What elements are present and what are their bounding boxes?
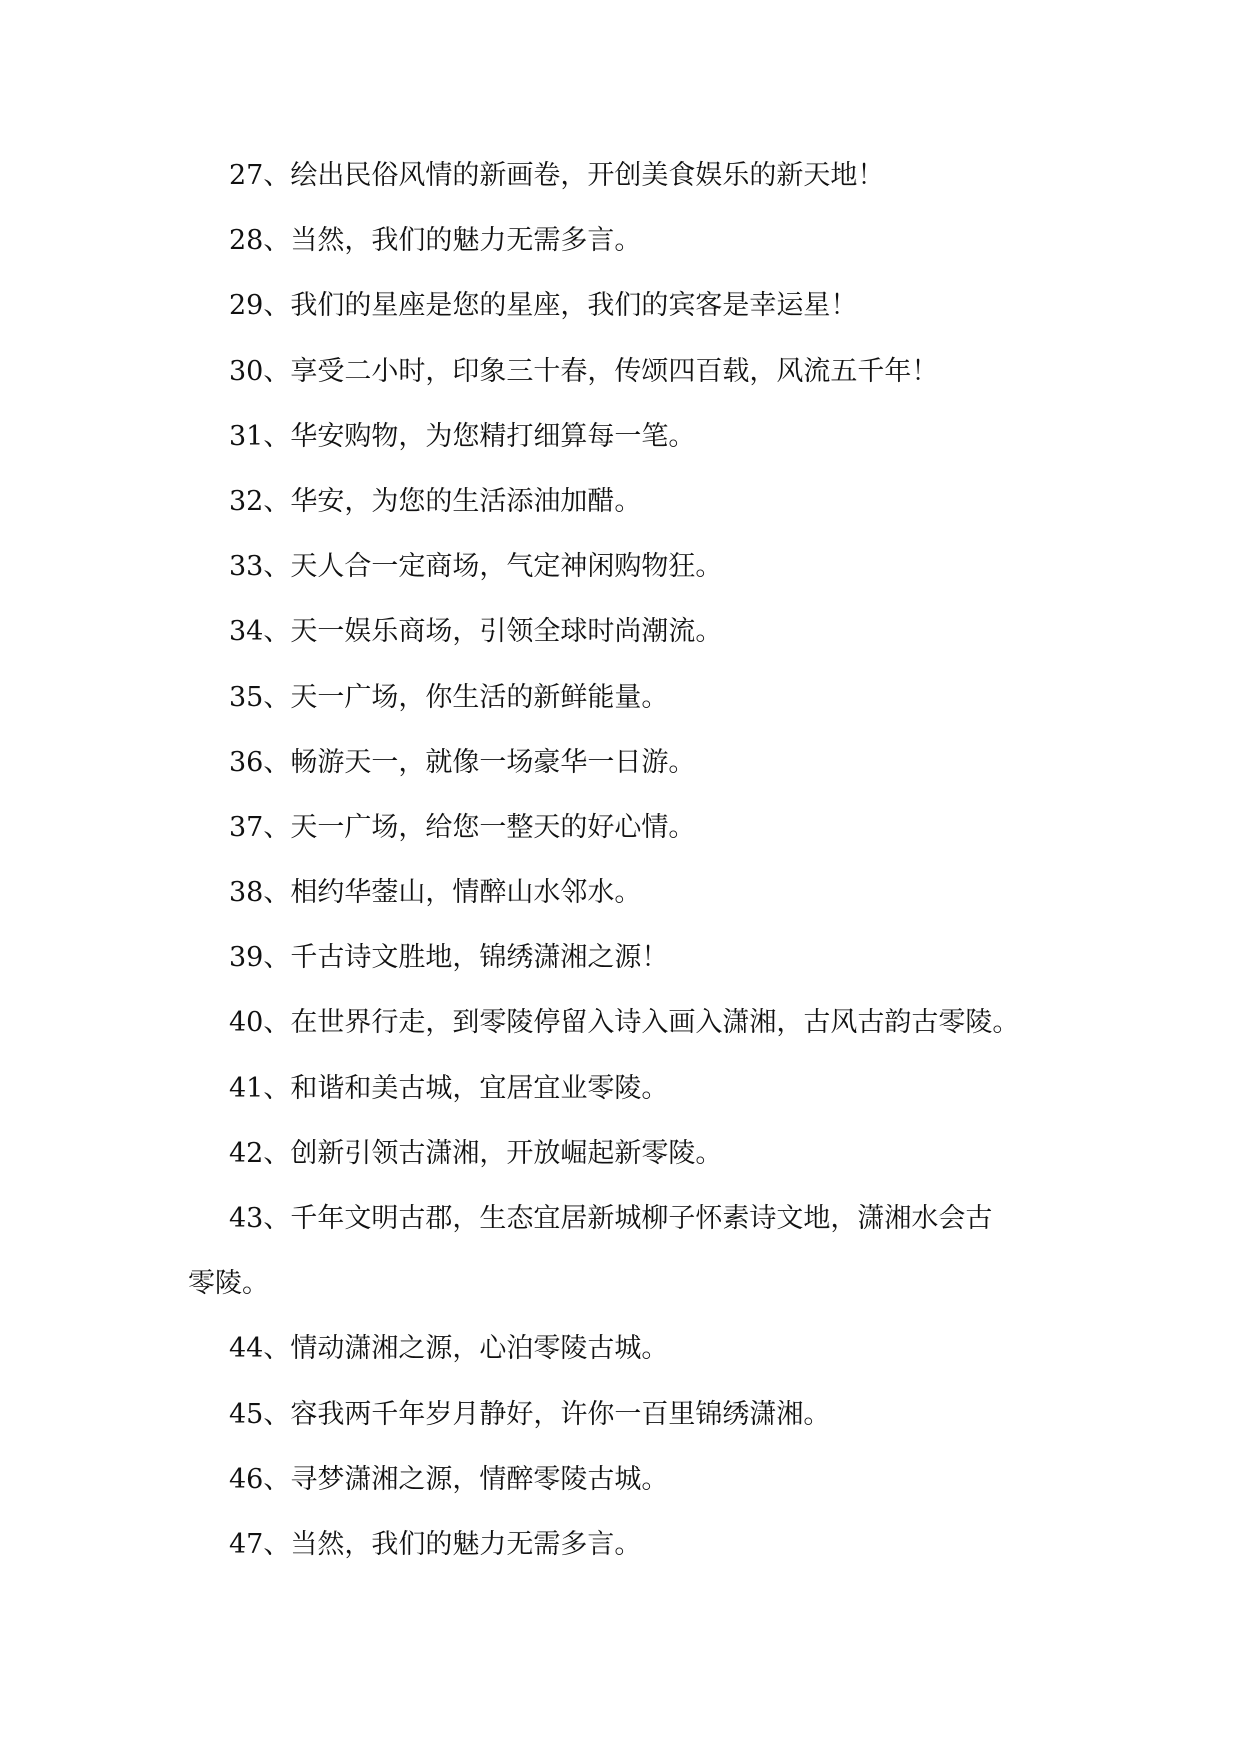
list-item-42: 42、创新引领古潇湘，开放崛起新零陵。 bbox=[229, 1137, 723, 1169]
list-item-29: 29、我们的星座是您的星座，我们的宾客是幸运星！ bbox=[229, 290, 858, 322]
list-item-27: 27、绘出民俗风情的新画卷，开创美食娱乐的新天地！ bbox=[229, 160, 885, 191]
document-body bbox=[188, 156, 1068, 1590]
list-item-39: 39、千古诗文胜地，锦绣潇湘之源！ bbox=[229, 942, 669, 974]
list-item-41: 41、和谐和美古城，宜居宜业零陵。 bbox=[229, 1072, 669, 1104]
list-item-43-continuation: 零陵。 bbox=[188, 1268, 269, 1300]
list-item-38: 38、相约华蓥山，情醉山水邻水。 bbox=[229, 877, 642, 909]
list-item-46: 46、寻梦潇湘之源，情醉零陵古城。 bbox=[229, 1463, 669, 1495]
list-item-30: 30、享受二小时，印象三十春，传颂四百载，风流五千年！ bbox=[229, 355, 939, 387]
list-item-45: 45、容我两千年岁月静好，许你一百里锦绣潇湘。 bbox=[229, 1398, 831, 1430]
list-item-34: 34、天一娱乐商场，引领全球时尚潮流。 bbox=[229, 616, 723, 648]
list-item-32: 32、华安，为您的生活添油加醋。 bbox=[229, 485, 642, 517]
list-item-31: 31、华安购物，为您精打细算每一笔。 bbox=[229, 420, 696, 452]
list-item-43: 43、千年文明古郡，生态宜居新城柳子怀素诗文地，潇湘水会古 bbox=[229, 1203, 993, 1234]
list-item-33: 33、天人合一定商场，气定神闲购物狂。 bbox=[229, 551, 723, 583]
list-item-40: 40、在世界行走，到零陵停留入诗入画入潇湘，古风古韵古零陵。 bbox=[229, 1007, 1020, 1039]
list-item-28: 28、当然，我们的魅力无需多言。 bbox=[229, 225, 642, 257]
list-item-37: 37、天一广场，给您一整天的好心情。 bbox=[229, 811, 696, 843]
list-item-36: 36、畅游天一，就像一场豪华一日游。 bbox=[229, 746, 696, 778]
list-item-44: 44、情动潇湘之源，心泊零陵古城。 bbox=[229, 1333, 669, 1365]
list-item-35: 35、天一广场，你生活的新鲜能量。 bbox=[229, 681, 669, 713]
list-item-47: 47、当然，我们的魅力无需多言。 bbox=[229, 1528, 642, 1560]
